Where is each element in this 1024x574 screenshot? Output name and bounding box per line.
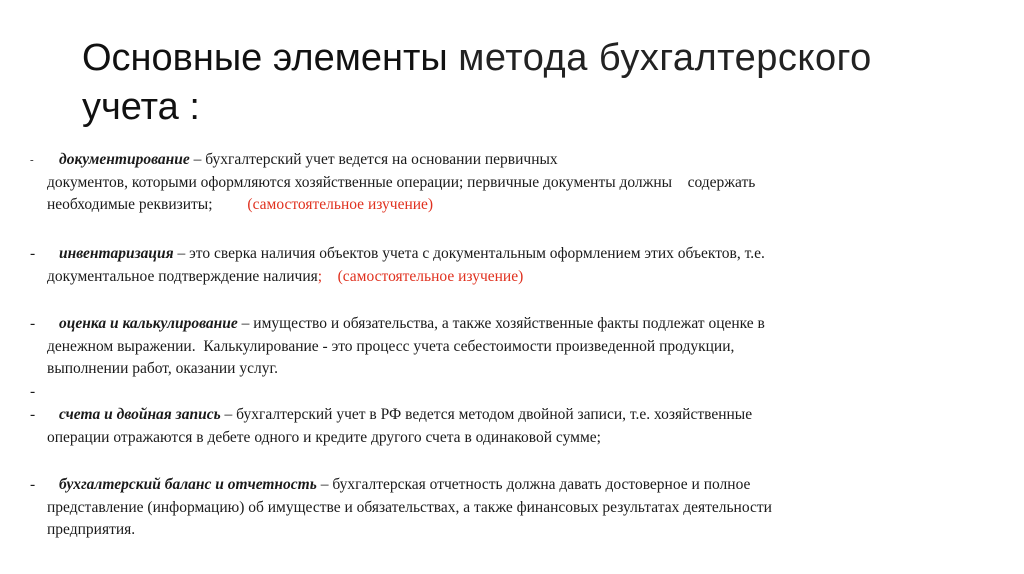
item-text: необходимые реквизиты; xyxy=(47,196,248,214)
item-line xyxy=(47,404,977,427)
term-double-entry: счета и двойная запись xyxy=(59,406,221,423)
bullet-dash: - xyxy=(30,154,34,166)
list-item-documenting xyxy=(30,149,977,217)
list-item-double-entry xyxy=(30,404,977,449)
item-line xyxy=(47,243,977,266)
list-item-valuation xyxy=(30,313,977,381)
bullet-dash: - xyxy=(30,406,36,423)
bullet-dash-empty: - xyxy=(30,383,36,400)
item-line: выполнении работ, оказании услуг. xyxy=(47,360,278,378)
item-text: – это сверка наличия объектов учета с документальным оформлением этих объектов, т.е. xyxy=(173,245,765,262)
title-light: метода бухгалтерского xyxy=(458,37,872,79)
title-line-2: учета : xyxy=(82,86,200,128)
bullet-dash: - xyxy=(30,315,36,332)
term-inventory: инвентаризация xyxy=(59,245,174,262)
title-strong: Основные элементы xyxy=(82,37,448,79)
list-item-balance-reporting xyxy=(30,474,977,542)
item-line xyxy=(47,266,977,289)
item-line: денежном выражении. Калькулирование - это процесс учета себестоимости произведенной продукции, xyxy=(47,337,735,355)
item-line xyxy=(47,474,977,497)
bullet-dash: - xyxy=(30,476,36,493)
item-text: – бухгалтерская отчетность должна давать достоверное и полное xyxy=(316,476,751,493)
item-line xyxy=(47,149,977,172)
self-study-note: (самостоятельное изучение) xyxy=(322,267,524,285)
item-line xyxy=(47,194,977,217)
bullet-dash: - xyxy=(30,245,36,262)
self-study-note: (самостоятельное изучение) xyxy=(247,196,434,214)
item-line: представление (информацию) об имуществе и обязательствах, а также финансовых результатах деятельности xyxy=(47,498,772,516)
item-text: – имущество и обязательства, а также хозяйственные факты подлежат оценке в xyxy=(237,315,765,332)
item-line: операции отражаются в дебете одного и кредите другого счета в одинаковой сумме; xyxy=(47,428,601,446)
term-balance-reporting: бухгалтерский баланс и отчетность xyxy=(59,476,317,493)
list-item-inventory xyxy=(30,243,977,288)
term-documenting: документирование xyxy=(59,151,190,168)
item-text: – бухгалтерский учет в РФ ведется методом двойной записи, т.е. хозяйственные xyxy=(220,406,753,423)
item-text: – бухгалтерский учет ведется на основании первичных xyxy=(189,151,558,168)
item-line xyxy=(47,313,977,336)
term-valuation: оценка и калькулирование xyxy=(59,315,238,332)
item-line: предприятия. xyxy=(47,521,136,539)
separator: ; xyxy=(317,267,323,285)
item-text: документальное подтверждение наличия xyxy=(47,267,318,285)
item-line: документов, которыми оформляются хозяйственные операции; первичные документы должны содержать xyxy=(47,173,756,191)
